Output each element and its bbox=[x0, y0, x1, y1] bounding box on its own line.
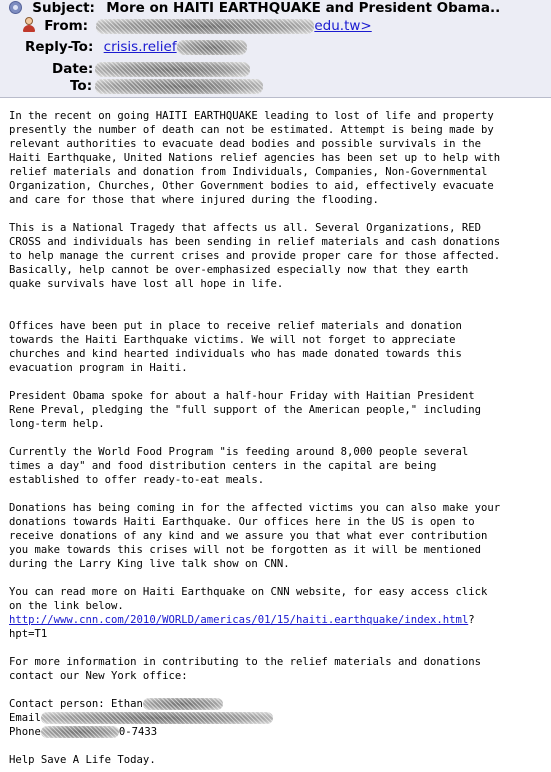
from-row bbox=[22, 17, 372, 34]
redacted-to bbox=[95, 79, 263, 94]
contact-icon bbox=[22, 17, 36, 32]
subject-text: More on HAITI EARTHQUAKE and President Obama.. bbox=[106, 0, 501, 16]
to-label: To: bbox=[70, 78, 93, 94]
closing-line: Help Save A Life Today. bbox=[9, 754, 156, 766]
redacted-contact-name bbox=[143, 698, 223, 710]
body-paragraph-2: This is a National Tragedy that affects us all. Several Organizations, RED CROSS and individuals has been sending in relief materials and cash donations to help manage the current crises and provide proper care for those affected. Basically, help cannot be over-emphasized especially now that they earth quake survivals have lost all hope in life. bbox=[9, 222, 501, 290]
email-label: Email bbox=[9, 712, 41, 724]
body-paragraph-1: In the recent on going HAITI EARTHQUAKE leading to lost of life and property presently the number of death can not be estimated. Attempt is being made by relevant authorities to evacuate dead bodies and possible survivals in the Haiti Earthquake, United Nations relief agencies has been set up to help with relief materials and donation from Individuals, Companies, Non-Governmental Organization, Churches, Other Government bodies to aid, effectively evacuate and care for those that where injured during the flooding. bbox=[9, 110, 501, 206]
redacted-date bbox=[95, 62, 250, 77]
message-header bbox=[0, 0, 551, 98]
redacted-replyto bbox=[177, 40, 247, 55]
message-body bbox=[9, 109, 549, 767]
date-row bbox=[52, 61, 250, 77]
subject-row bbox=[9, 0, 500, 16]
redacted-email bbox=[41, 712, 273, 724]
date-label: Date: bbox=[52, 61, 94, 77]
replyto-row bbox=[25, 39, 247, 55]
redacted-from bbox=[96, 19, 314, 34]
body-paragraph-5: Currently the World Food Program "is feeding around 8,000 people several times a day" and food distribution centers in the capital are being established to offer ready-to-eat meals. bbox=[9, 446, 469, 486]
phone-label: Phone bbox=[9, 726, 41, 738]
redacted-phone bbox=[41, 726, 119, 738]
body-paragraph-6: Donations has being coming in for the affected victims you can also make your donations towards Haiti Earthquake. Our offices here in the US is open to receive donations of any kind and we assure you that what ever contribution you make towards this crises will not be forgotten as it will be mentioned during the Larry King live talk show on CNN. bbox=[9, 502, 501, 570]
replyto-address-link[interactable]: crisis.relief bbox=[103, 39, 177, 55]
replyto-label: Reply-To: bbox=[25, 39, 94, 55]
from-label: From: bbox=[44, 18, 89, 34]
link-suffix: ? hpt=T1 bbox=[9, 614, 475, 640]
body-paragraph-8: For more information in contributing to the relief materials and donations contact our New York office: bbox=[9, 656, 481, 682]
contact-person: Contact person: Ethan bbox=[9, 698, 143, 710]
body-paragraph-3: Offices have been put in place to receive relief materials and donation towards the Haiti Earthquake victims. We will not forget to appreciate churches and kind hearted individuals who has made donated towards this evacuation program in Haiti. bbox=[9, 320, 462, 374]
to-row bbox=[70, 78, 263, 94]
cnn-link[interactable]: http://www.cnn.com/2010/WORLD/americas/01/15/haiti.earthquake/index.html bbox=[9, 614, 469, 626]
status-circle-icon bbox=[9, 1, 22, 14]
body-paragraph-7: You can read more on Haiti Earthquake on CNN website, for easy access click on the link below. bbox=[9, 586, 488, 612]
subject-label: Subject: bbox=[32, 0, 95, 16]
phone-tail: 0-7433 bbox=[118, 726, 158, 738]
from-address-link[interactable]: edu.tw> bbox=[314, 18, 372, 34]
body-paragraph-4: President Obama spoke for about a half-hour Friday with Haitian President Rene Preval, pledging the "full support of the American people," including long-term help. bbox=[9, 390, 481, 430]
